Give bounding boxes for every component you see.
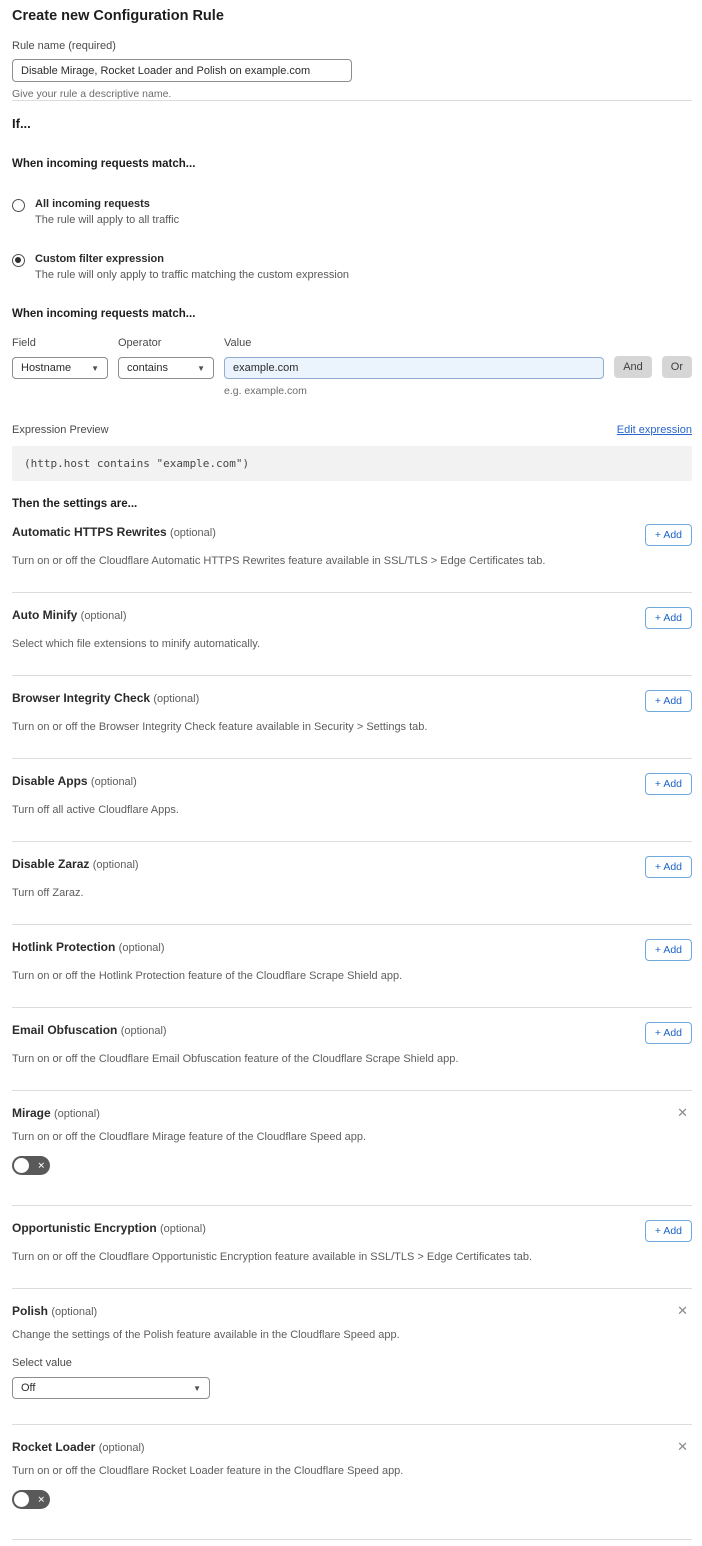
setting-row	[12, 1289, 692, 1425]
setting-description: Turn off Zaraz.	[12, 887, 84, 899]
toggle-off-x-icon: ✕	[37, 1159, 45, 1170]
setting-add-button[interactable]: + Add	[645, 939, 692, 961]
setting-optional-suffix: (optional)	[54, 1108, 100, 1120]
setting-optional-suffix: (optional)	[153, 693, 200, 705]
setting-row	[12, 1008, 692, 1091]
setting-add-button[interactable]: + Add	[645, 1022, 692, 1044]
radio-icon[interactable]	[12, 254, 25, 267]
setting-description: Turn off all active Cloudflare Apps.	[12, 804, 179, 816]
chevron-down-icon: ▼	[91, 363, 99, 373]
if-heading: If...	[12, 116, 31, 131]
setting-title: Disable Apps	[12, 774, 91, 788]
setting-title: Mirage	[12, 1106, 55, 1120]
setting-optional-suffix: (optional)	[98, 1442, 145, 1454]
setting-optional-suffix: (optional)	[160, 1223, 206, 1235]
setting-description: Turn on or off the Cloudflare Mirage feature of the Cloudflare Speed app.	[12, 1131, 367, 1143]
or-button[interactable]: Or	[662, 356, 692, 378]
operator-select[interactable]	[118, 357, 214, 379]
setting-row	[12, 925, 692, 1008]
toggle-knob-icon	[14, 1158, 29, 1173]
toggle-off-x-icon: ✕	[37, 1493, 45, 1504]
setting-optional-suffix: (optional)	[120, 1025, 167, 1037]
if-subheading: When incoming requests match...	[12, 158, 196, 170]
radio-all-incoming-requests[interactable]	[12, 198, 692, 226]
setting-description: Turn on or off the Hotlink Protection feature of the Cloudflare Scrape Shield app.	[12, 970, 403, 982]
setting-optional-suffix: (optional)	[92, 859, 139, 871]
setting-description: Turn on or off the Cloudflare Automatic HTTPS Rewrites feature available in SSL/TLS > Edge Certificates tab.	[12, 555, 546, 567]
setting-select-wrap	[12, 1357, 692, 1399]
setting-add-button[interactable]: + Add	[645, 1220, 692, 1242]
value-label: Value	[224, 337, 252, 349]
field-select[interactable]	[12, 357, 108, 379]
expression-preview-box: (http.host contains "example.com")	[12, 446, 692, 481]
setting-description: Turn on or off the Cloudflare Email Obfuscation feature of the Cloudflare Scrape Shield app.	[12, 1053, 459, 1065]
setting-title: Email Obfuscation	[12, 1023, 121, 1037]
toggle-knob-icon	[14, 1492, 29, 1507]
setting-title: Hotlink Protection	[12, 940, 119, 954]
setting-row	[12, 1425, 692, 1540]
field-select-value: Hostname	[21, 362, 72, 374]
setting-row	[12, 593, 692, 676]
match-type-radio-group	[12, 198, 692, 281]
expression-preview-label: Expression Preview	[12, 424, 109, 436]
rule-name-help: Give your rule a descriptive name.	[12, 88, 172, 100]
field-label: Field	[12, 337, 36, 349]
setting-optional-suffix: (optional)	[90, 776, 137, 788]
setting-title: Automatic HTTPS Rewrites	[12, 525, 171, 539]
setting-title: Opportunistic Encryption	[12, 1221, 161, 1235]
radio-icon[interactable]	[12, 199, 25, 212]
setting-row	[12, 842, 692, 925]
expression-builder-row	[12, 337, 692, 397]
setting-close-icon[interactable]: ✕	[677, 1303, 688, 1318]
and-button[interactable]: And	[614, 356, 652, 378]
expression-preview-header	[12, 424, 692, 436]
settings-list	[12, 510, 692, 1540]
setting-row	[12, 1206, 692, 1289]
setting-description: Change the settings of the Polish feature available in the Cloudflare Speed app.	[12, 1329, 400, 1341]
setting-toggle-switch[interactable]	[12, 1156, 50, 1175]
operator-select-value: contains	[127, 362, 168, 374]
setting-optional-suffix: (optional)	[118, 942, 165, 954]
chevron-down-icon: ▼	[197, 363, 205, 373]
setting-description: Turn on or off the Browser Integrity Check feature available in Security > Settings tab.	[12, 721, 428, 733]
setting-close-icon[interactable]: ✕	[677, 1105, 688, 1120]
setting-add-button[interactable]: + Add	[645, 856, 692, 878]
operator-label: Operator	[118, 337, 162, 349]
setting-title: Browser Integrity Check	[12, 691, 154, 705]
setting-row	[12, 676, 692, 759]
edit-expression-link[interactable]: Edit expression	[616, 424, 692, 436]
rule-name-label: Rule name (required)	[12, 40, 116, 52]
setting-row	[12, 1091, 692, 1206]
radio-label: Custom filter expression	[35, 253, 164, 265]
then-settings-heading: Then the settings are...	[12, 498, 138, 510]
setting-toggle-switch[interactable]	[12, 1490, 50, 1509]
setting-title: Rocket Loader	[12, 1440, 99, 1454]
setting-optional-suffix: (optional)	[80, 610, 127, 622]
setting-add-button[interactable]: + Add	[645, 773, 692, 795]
setting-select-value: Off	[21, 1382, 36, 1394]
chevron-down-icon: ▼	[193, 1383, 201, 1393]
rule-name-input[interactable]	[12, 59, 352, 82]
setting-row	[12, 510, 692, 593]
setting-add-button[interactable]: + Add	[645, 690, 692, 712]
setting-optional-suffix: (optional)	[51, 1306, 98, 1318]
radio-custom-filter-expression[interactable]	[12, 253, 692, 281]
setting-description: Turn on or off the Cloudflare Opportunistic Encryption feature available in SSL/TLS > Edge Certificates tab.	[12, 1251, 533, 1263]
setting-description: Select which file extensions to minify automatically.	[12, 638, 261, 650]
matcher-heading: When incoming requests match...	[12, 308, 196, 320]
setting-description: Turn on or off the Cloudflare Rocket Loader feature in the Cloudflare Speed app.	[12, 1465, 404, 1477]
value-example-help: e.g. example.com	[224, 385, 307, 397]
page-title: Create new Configuration Rule	[12, 8, 224, 24]
setting-close-icon[interactable]: ✕	[677, 1439, 688, 1454]
setting-title: Polish	[12, 1304, 52, 1318]
radio-description: The rule will only apply to traffic matching the custom expression	[35, 269, 350, 281]
value-input[interactable]	[224, 357, 604, 379]
radio-label: All incoming requests	[35, 198, 150, 210]
setting-divider	[12, 1539, 692, 1540]
setting-add-button[interactable]: + Add	[645, 524, 692, 546]
setting-select-label: Select value	[12, 1357, 72, 1369]
setting-value-select[interactable]	[12, 1377, 210, 1399]
setting-title: Auto Minify	[12, 608, 81, 622]
setting-row	[12, 759, 692, 842]
setting-title: Disable Zaraz	[12, 857, 93, 871]
radio-description: The rule will apply to all traffic	[35, 214, 180, 226]
setting-add-button[interactable]: + Add	[645, 607, 692, 629]
section-divider	[12, 100, 692, 101]
setting-optional-suffix: (optional)	[170, 527, 216, 539]
